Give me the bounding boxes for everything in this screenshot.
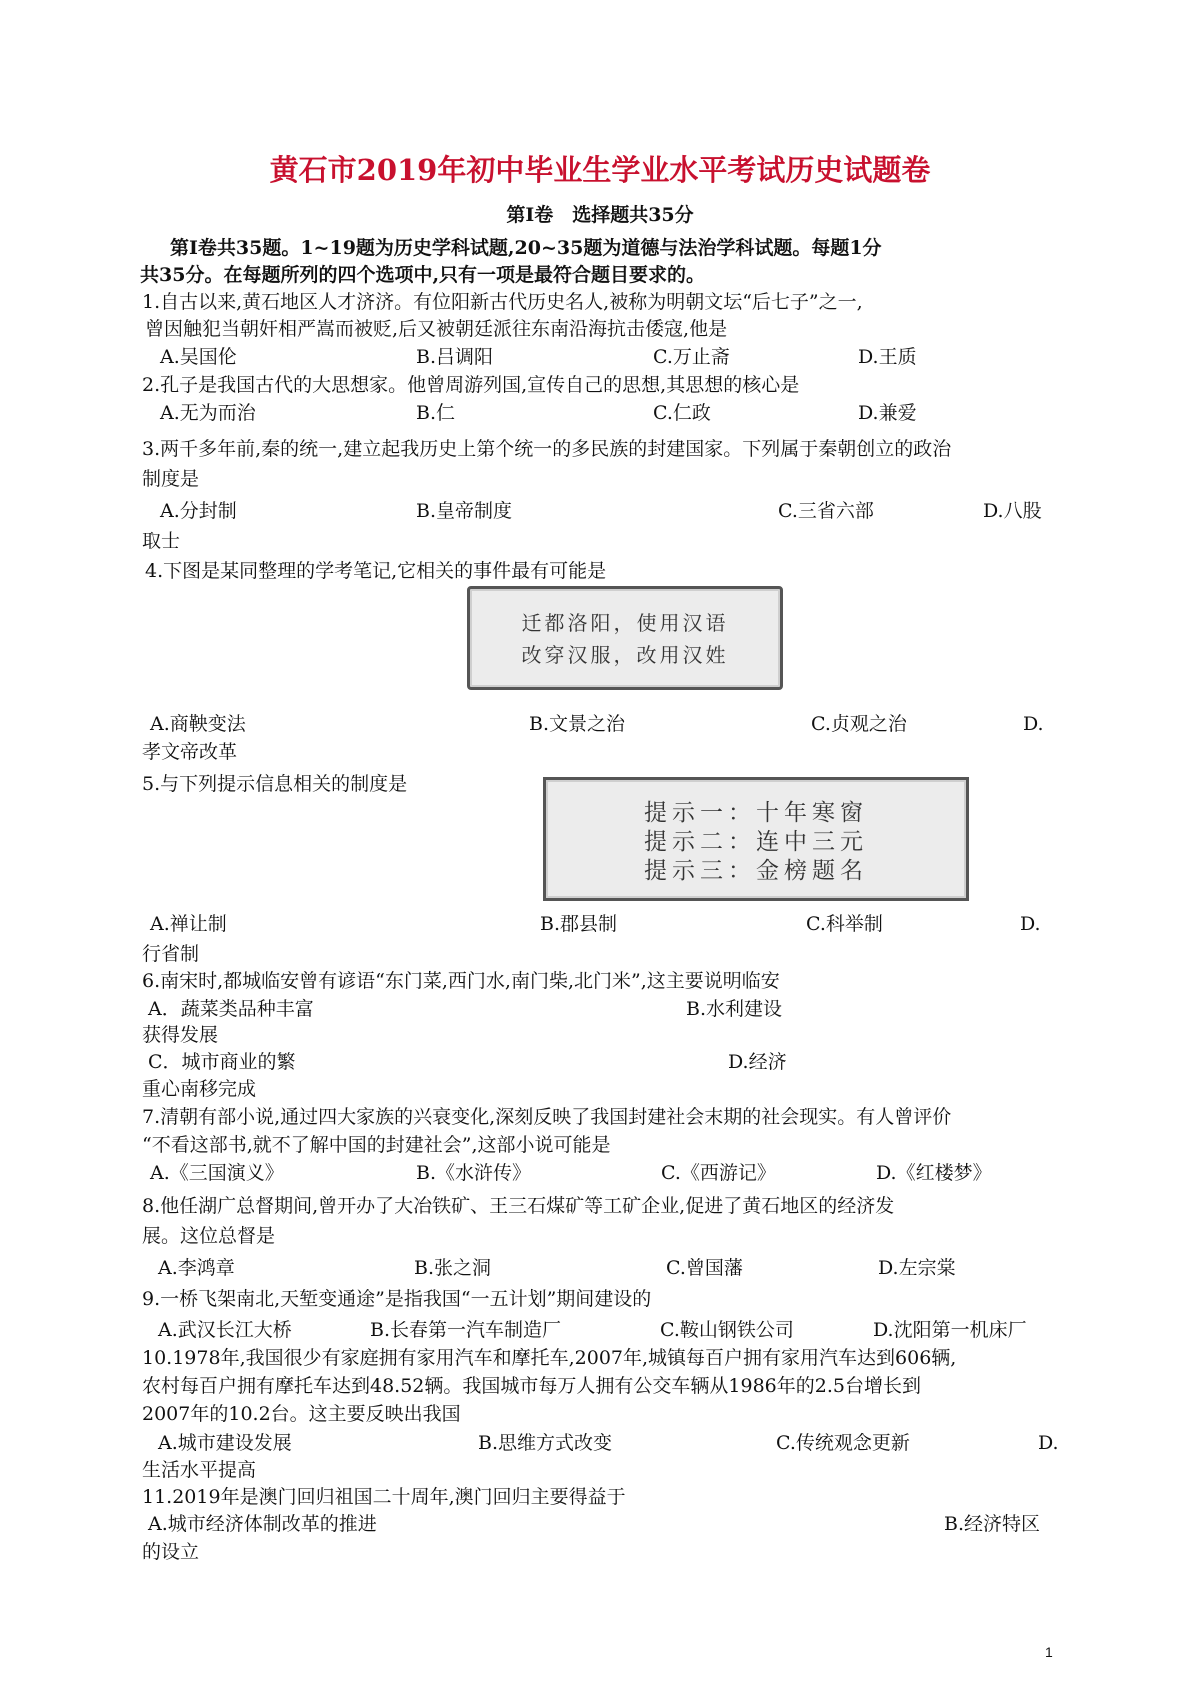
q5-option-a: A.禅让制 — [150, 913, 227, 935]
q7-option-d: D.《红楼梦》 — [876, 1162, 992, 1184]
q5-hints-image — [543, 777, 969, 901]
q1-stem-2: 曾因触犯当朝奸相严嵩而被贬,后又被朝廷派往东南沿海抗击倭寇,他是 — [145, 318, 728, 340]
q1-stem-1: 1.自古以来,黄石地区人才济济。有位阳新古代历史名人,被称为明朝文坛“后七子”之一, — [142, 291, 863, 313]
q5-option-c: C.科举制 — [806, 913, 883, 935]
q10-stem-2: 农村每百户拥有摩托车达到48.52辆。我国城市每万人拥有公交车辆从1986年的2.5台增长到 — [142, 1375, 921, 1397]
q8-stem-1: 8.他任湖广总督期间,曾开办了大冶铁矿、王三石煤矿等工矿企业,促进了黄石地区的经济发 — [142, 1195, 895, 1217]
q4-option-c: C.贞观之治 — [811, 713, 907, 735]
q2-stem: 2.孔子是我国古代的大思想家。他曾周游列国,宣传自己的思想,其思想的核心是 — [142, 374, 800, 396]
q3-option-a: A.分封制 — [160, 500, 237, 522]
q3-option-b: B.皇帝制度 — [416, 500, 513, 522]
q8-option-b: B.张之洞 — [414, 1257, 492, 1279]
intro-line-1: 第Ⅰ卷共35题。1~19题为历史学科试题,20~35题为道德与法治学科试题。每题1分 — [170, 237, 882, 259]
q7-option-c: C.《西游记》 — [661, 1162, 776, 1184]
q4-note-line-2: 改穿汉服，改用汉姓 — [521, 643, 729, 667]
q7-stem-1: 7.清朝有部小说,通过四大家族的兴衰变化,深刻反映了我国封建社会末期的社会现实。有人曾评价 — [142, 1106, 952, 1128]
q4-note-line-1: 迁都洛阳，使用汉语 — [521, 611, 729, 635]
q5-option-b: B.郡县制 — [540, 913, 618, 935]
q1-option-a: A.吴国伦 — [160, 346, 237, 368]
q9-option-c: C.鞍山钢铁公司 — [660, 1319, 794, 1341]
q3-option-d-wrap: 取士 — [142, 530, 181, 552]
q5-option-d: D. — [1020, 913, 1041, 935]
q11-stem: 11.2019年是澳门回归祖国二十周年,澳门回归主要得益于 — [142, 1486, 626, 1508]
q6-option-b-wrap: 获得发展 — [142, 1024, 219, 1046]
q4-note-image — [467, 586, 783, 690]
q6-option-b: B.水利建设 — [686, 998, 783, 1020]
q2-option-b: B.仁 — [416, 402, 456, 424]
q5-hint-1: 提示一：十年寒窗 — [644, 800, 868, 826]
q2-option-a: A.无为而治 — [160, 402, 256, 424]
q3-stem-1: 3.两千多年前,秦的统一,建立起我历史上第个统一的多民族的封建国家。下列属于秦朝创立的政治 — [142, 438, 952, 460]
q5-stem: 5.与下列提示信息相关的制度是 — [142, 773, 408, 795]
q5-hint-2: 提示二：连中三元 — [644, 829, 868, 855]
q7-option-b: B.《水浒传》 — [416, 1162, 532, 1184]
q3-option-d: D.八股 — [983, 500, 1042, 522]
q8-option-c: C.曾国藩 — [666, 1257, 743, 1279]
q1-option-c: C.万止斋 — [653, 346, 730, 368]
intro-line-2: 共35分。在每题所列的四个选项中,只有一项是最符合题目要求的。 — [140, 264, 706, 286]
q2-option-d: D.兼爱 — [858, 402, 917, 424]
q2-option-c: C.仁政 — [653, 402, 711, 424]
q9-option-d: D.沈阳第一机床厂 — [873, 1319, 1027, 1341]
q9-option-b: B.长春第一汽车制造厂 — [370, 1319, 562, 1341]
q4-option-d: D. — [1023, 713, 1044, 735]
q6-stem: 6.南宋时,都城临安曾有谚语“东门菜,西门水,南门柴,北门米”,这主要说明临安 — [142, 970, 780, 992]
q6-option-a: A．蔬菜类品种丰富 — [148, 998, 314, 1020]
page-title: 黄石市2019年初中毕业生学业水平考试历史试题卷 — [269, 153, 931, 187]
q9-option-a: A.武汉长江大桥 — [158, 1319, 292, 1341]
q8-stem-2: 展。这位总督是 — [142, 1225, 276, 1247]
q6-option-d-wrap: 重心南移完成 — [142, 1078, 257, 1100]
q1-option-b: B.吕调阳 — [416, 346, 494, 368]
q4-option-a: A.商鞅变法 — [150, 713, 246, 735]
q10-option-b: B.思维方式改变 — [478, 1432, 613, 1454]
page-number: 1 — [1045, 1644, 1053, 1660]
q1-option-d: D.王质 — [858, 346, 917, 368]
q7-option-a: A.《三国演义》 — [150, 1162, 284, 1184]
q11-option-b-wrap: 的设立 — [142, 1541, 200, 1563]
q10-option-d-wrap: 生活水平提高 — [142, 1459, 257, 1481]
section-title: 第Ⅰ卷 选择题共35分 — [506, 204, 694, 226]
q10-option-c: C.传统观念更新 — [776, 1432, 910, 1454]
q10-stem-3: 2007年的10.2台。这主要反映出我国 — [142, 1403, 461, 1425]
q11-option-b: B.经济特区 — [944, 1513, 1041, 1535]
q4-option-b: B.文景之治 — [529, 713, 626, 735]
q8-option-a: A.李鸿章 — [158, 1257, 235, 1279]
q11-option-a: A.城市经济体制改革的推进 — [148, 1513, 377, 1535]
q4-stem: 4.下图是某同整理的学考笔记,它相关的事件最有可能是 — [145, 560, 607, 582]
q10-stem-1: 10.1978年,我国很少有家庭拥有家用汽车和摩托车,2007年,城镇每百户拥有家用汽车达到606辆, — [142, 1347, 957, 1369]
q5-option-d-wrap: 行省制 — [142, 943, 200, 965]
q3-stem-2: 制度是 — [142, 468, 200, 490]
q7-stem-2: “不看这部书,就不了解中国的封建社会”,这部小说可能是 — [142, 1134, 611, 1156]
q3-option-c: C.三省六部 — [778, 500, 874, 522]
q4-option-d-wrap: 孝文帝改革 — [142, 741, 238, 763]
q9-stem: 9.一桥飞架南北,天堑变通途”是指我国“一五计划”期间建设的 — [142, 1288, 652, 1310]
q6-option-c: C．城市商业的繁 — [148, 1051, 296, 1073]
q8-option-d: D.左宗棠 — [878, 1257, 956, 1279]
q5-hint-3: 提示三：金榜题名 — [644, 858, 868, 884]
q10-option-a: A.城市建设发展 — [158, 1432, 292, 1454]
q10-option-d: D. — [1038, 1432, 1059, 1454]
q6-option-d: D.经济 — [728, 1051, 787, 1073]
